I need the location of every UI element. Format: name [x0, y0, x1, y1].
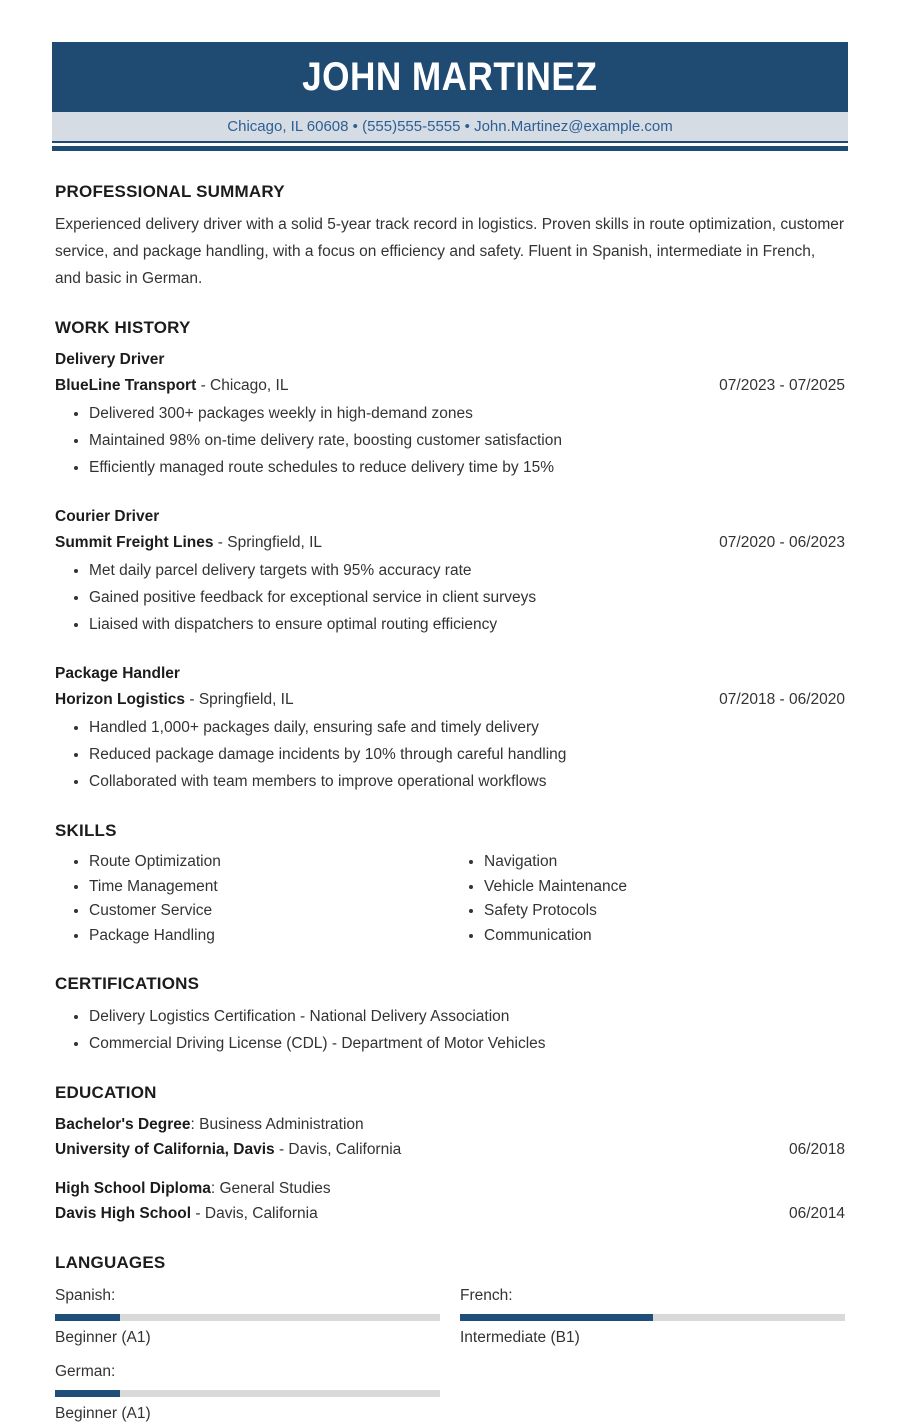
- school-location: - Davis, California: [195, 1205, 318, 1222]
- skill-item: • Communication: [484, 924, 845, 949]
- job-dates: 07/2023 - 07/2025: [719, 377, 845, 394]
- job-bullet-list: [55, 557, 845, 638]
- degree-name: High School Diploma: [55, 1180, 211, 1197]
- skill-item: • Time Management: [89, 875, 450, 900]
- school-line: [55, 1137, 845, 1163]
- section-heading: CERTIFICATIONS: [55, 974, 200, 993]
- school: [55, 1137, 401, 1163]
- certifications-list: [55, 1003, 845, 1057]
- name-banner: [52, 42, 848, 112]
- school: [55, 1201, 318, 1227]
- job-title: Package Handler: [55, 665, 180, 682]
- company-name: Horizon Logistics: [55, 691, 186, 708]
- section-heading: EDUCATION: [55, 1083, 157, 1102]
- language-name: Spanish:: [55, 1287, 116, 1304]
- job-entry: [55, 504, 845, 638]
- education-date: 06/2018: [788, 1141, 845, 1158]
- certification-item: • Delivery Logistics Certification - National Delivery Association: [89, 1003, 845, 1030]
- section-heading: PROFESSIONAL SUMMARY: [55, 182, 285, 201]
- section-certifications: [55, 974, 845, 1057]
- language-progress-fill: [55, 1314, 120, 1321]
- bullet-item: • Maintained 98% on-time delivery rate, boosting customer satisfaction: [89, 427, 845, 454]
- bullet-item: • Reduced package damage incidents by 10% through careful handling: [89, 741, 845, 768]
- bullet-item: • Handled 1,000+ packages daily, ensuring safe and timely delivery: [89, 714, 845, 741]
- header-divider: [52, 146, 848, 151]
- education-date: 06/2014: [788, 1205, 845, 1222]
- language-name: German:: [55, 1363, 116, 1380]
- resume-header: [0, 42, 900, 151]
- skill-item: • Vehicle Maintenance: [484, 875, 845, 900]
- education-entry: [55, 1176, 845, 1227]
- section-work-history: [55, 318, 845, 795]
- language-progress-fill: [460, 1314, 653, 1321]
- degree-line: [55, 1176, 845, 1201]
- skill-item: • Safety Protocols: [484, 899, 845, 924]
- job-company-line: [55, 373, 845, 399]
- job-bullet-list: [55, 400, 845, 481]
- job-dates: 07/2018 - 06/2020: [719, 691, 845, 708]
- school-location: - Davis, California: [278, 1141, 402, 1158]
- company-name: Summit Freight Lines: [55, 534, 214, 551]
- job-company-line: [55, 530, 845, 556]
- skill-item: • Navigation: [484, 850, 845, 875]
- education-entry: [55, 1112, 845, 1163]
- skills-column-left: [55, 850, 450, 948]
- certification-item: • Commercial Driving License (CDL) - Department of Motor Vehicles: [89, 1030, 845, 1057]
- skills-column-right: [450, 850, 845, 948]
- resume-body: [0, 182, 900, 1425]
- job-entry: [55, 347, 845, 481]
- language-name: French:: [460, 1287, 513, 1304]
- bullet-item: • Gained positive feedback for exceptional service in client surveys: [89, 584, 845, 611]
- job-title: Delivery Driver: [55, 351, 165, 368]
- company-location: - Springfield, IL: [189, 691, 294, 708]
- language-entry: [55, 1361, 440, 1425]
- job-title: Courier Driver: [55, 508, 160, 525]
- degree-field: : Business Administration: [190, 1116, 364, 1133]
- bullet-item: • Liaised with dispatchers to ensure optimal routing efficiency: [89, 611, 845, 638]
- language-progress-bar: [55, 1390, 440, 1397]
- language-level: Beginner (A1): [55, 1329, 151, 1346]
- skill-item: • Route Optimization: [89, 850, 450, 875]
- contact-bar: [52, 112, 848, 143]
- degree-line: [55, 1112, 845, 1137]
- job-company: [55, 373, 288, 399]
- school-name: Davis High School: [55, 1205, 192, 1222]
- language-level: Intermediate (B1): [460, 1329, 580, 1346]
- language-progress-bar: [460, 1314, 845, 1321]
- job-bullet-list: [55, 714, 845, 795]
- candidate-name: JOHN MARTINEZ: [302, 54, 598, 99]
- bullet-item: • Delivered 300+ packages weekly in high-demand zones: [89, 400, 845, 427]
- section-skills: [55, 821, 845, 948]
- skill-item: • Package Handling: [89, 924, 450, 949]
- bullet-item: • Met daily parcel delivery targets with 95% accuracy rate: [89, 557, 845, 584]
- job-entry: [55, 661, 845, 795]
- degree-field: : General Studies: [210, 1180, 331, 1197]
- section-professional-summary: [55, 182, 845, 292]
- contact-line: Chicago, IL 60608 • (555)555-5555 • John.Martinez@example.com: [227, 118, 673, 135]
- resume-page: [0, 42, 900, 1422]
- language-entry: [55, 1285, 440, 1349]
- language-entry: [460, 1285, 845, 1349]
- bullet-item: • Collaborated with team members to improve operational workflows: [89, 768, 845, 795]
- language-progress-fill: [55, 1390, 120, 1397]
- languages-grid: [55, 1285, 845, 1425]
- job-dates: 07/2020 - 06/2023: [719, 534, 845, 551]
- skill-item: • Customer Service: [89, 899, 450, 924]
- school-name: University of California, Davis: [55, 1141, 275, 1158]
- section-languages: [55, 1253, 845, 1425]
- language-level: Beginner (A1): [55, 1405, 151, 1422]
- summary-text: Experienced delivery driver with a solid 5-year track record in logistics. Proven skills in route optimization, customer service, and package handling, with a focus on efficiency and safety. Fluent in Spanish, intermediate in French, and basic in German.: [55, 216, 845, 287]
- degree-name: Bachelor's Degree: [55, 1116, 191, 1133]
- job-company: [55, 687, 294, 713]
- language-progress-bar: [55, 1314, 440, 1321]
- section-heading: SKILLS: [55, 821, 117, 840]
- section-education: [55, 1083, 845, 1227]
- bullet-item: • Efficiently managed route schedules to reduce delivery time by 15%: [89, 454, 845, 481]
- company-location: - Chicago, IL: [200, 377, 289, 394]
- skills-columns: [55, 850, 845, 948]
- school-line: [55, 1201, 845, 1227]
- company-location: - Springfield, IL: [217, 534, 323, 551]
- section-heading: LANGUAGES: [55, 1253, 166, 1272]
- job-company-line: [55, 687, 845, 713]
- section-heading: WORK HISTORY: [55, 318, 191, 337]
- company-name: BlueLine Transport: [55, 377, 197, 394]
- job-company: [55, 530, 322, 556]
